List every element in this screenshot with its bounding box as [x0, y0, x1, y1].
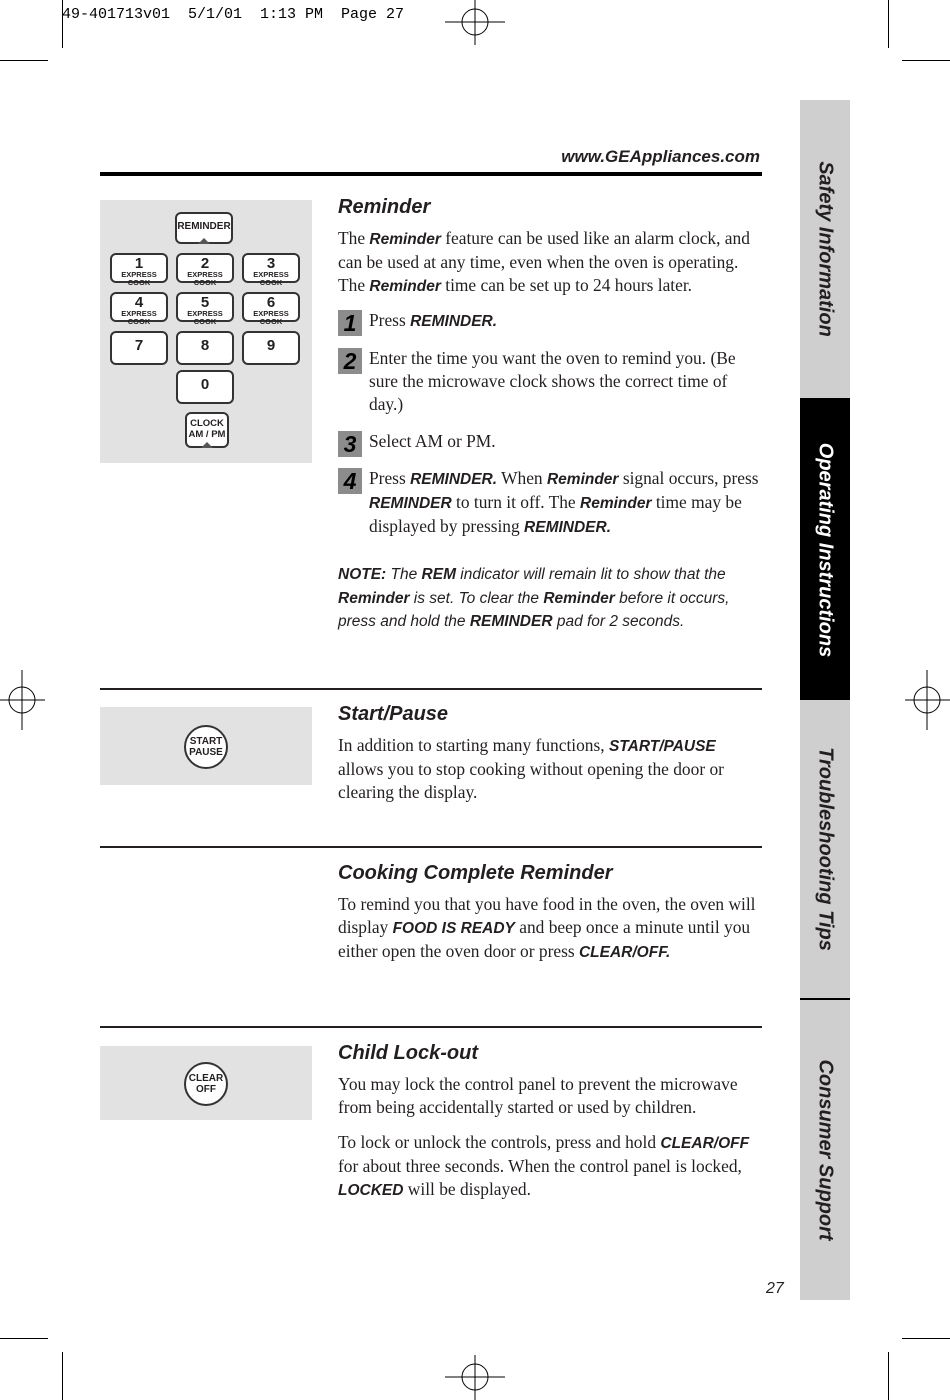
tab-troubleshooting-tips[interactable] — [800, 700, 850, 1000]
reminder-section — [338, 196, 763, 634]
reminder-note: NOTE: The REM indicator will remain lit to show that the Reminder is set. To clear the Reminder before it occurs, press and hold the REMINDER pad for 2 seconds. — [338, 566, 730, 630]
crop-mark — [62, 1352, 63, 1400]
step-item: 3 Select AM or PM. — [338, 430, 763, 453]
indicator-arrow-icon — [198, 238, 210, 244]
step-item: 1 Press REMINDER. — [338, 309, 763, 333]
print-stamp: 49-401713v01 5/1/01 1:13 PM Page 27 — [62, 6, 405, 23]
number-key: 2 EXPRESS COOK — [176, 253, 234, 283]
clear-off-key: CLEAR OFF — [184, 1062, 228, 1106]
website-url[interactable]: www.GEAppliances.com — [561, 147, 760, 166]
section-title: Reminder — [338, 196, 431, 218]
start-pause-section — [338, 703, 763, 804]
section-divider — [100, 1026, 762, 1028]
tab-label: Consumer Support — [814, 1059, 837, 1241]
step-number: 1 — [338, 310, 362, 336]
child-lock-text-2: To lock or unlock the controls, press and hold CLEAR/OFF for about three seconds. When the control panel is locked, LOCKED will be displayed. — [338, 1132, 750, 1199]
tab-safety-information[interactable] — [800, 100, 850, 400]
step-item: 2 Enter the time you want the oven to remind you. (Be sure the microwave clock shows the correct time of day.) — [338, 347, 763, 416]
number-key: 4 EXPRESS COOK — [110, 292, 168, 322]
registration-mark-icon — [0, 670, 45, 730]
number-key: 8 — [176, 331, 234, 365]
tab-label: Safety Information — [814, 161, 837, 337]
clear-off-illustration — [100, 1046, 312, 1120]
crop-mark — [902, 60, 950, 61]
section-divider — [100, 846, 762, 848]
step-item: 4 Press REMINDER. When Reminder signal occurs, press REMINDER to turn it off. The Reminder time may be displayed by pressing REMINDER. — [338, 467, 763, 539]
crop-mark — [888, 0, 889, 48]
indicator-arrow-icon — [201, 442, 213, 448]
tab-operating-instructions[interactable] — [800, 400, 850, 700]
registration-mark-icon — [445, 0, 505, 45]
section-divider — [100, 688, 762, 690]
cooking-complete-text: To remind you that you have food in the oven, the oven will display FOOD IS READY and beep once a minute until you either open the oven door or press CLEAR/OFF. — [338, 894, 756, 961]
step-number: 3 — [338, 431, 362, 457]
reminder-intro: The Reminder feature can be used like an alarm clock, and can be used at any time, even when the oven is operating. The Reminder time can be set up to 24 hours later. — [338, 228, 750, 295]
registration-mark-icon — [905, 670, 950, 730]
keypad-illustration — [100, 200, 312, 463]
number-key: 7 — [110, 331, 168, 365]
crop-mark — [0, 1338, 48, 1339]
section-title: Start/Pause — [338, 703, 449, 725]
step-number: 2 — [338, 348, 362, 374]
start-pause-key: START PAUSE — [184, 725, 228, 769]
number-key: 1 EXPRESS COOK — [110, 253, 168, 283]
page-number: 27 — [766, 1280, 784, 1297]
tab-label: Troubleshooting Tips — [814, 747, 837, 951]
reminder-key: REMINDER — [175, 212, 233, 244]
child-lock-section — [338, 1042, 763, 1202]
number-key: 9 — [242, 331, 300, 365]
child-lock-text-1: You may lock the control panel to prevent the microwave from being accidentally started or used by children. — [338, 1074, 738, 1117]
step-number: 4 — [338, 468, 362, 494]
number-key: 6 EXPRESS COOK — [242, 292, 300, 322]
section-title: Child Lock-out — [338, 1042, 478, 1064]
start-pause-text: In addition to starting many functions, START/PAUSE allows you to stop cooking without opening the door or clearing the display. — [338, 735, 724, 802]
top-rule — [100, 172, 762, 176]
clock-key: CLOCK AM / PM — [185, 412, 229, 448]
cooking-complete-section — [338, 862, 763, 964]
tab-label: Operating Instructions — [814, 442, 837, 658]
registration-mark-icon — [445, 1355, 505, 1400]
crop-mark — [902, 1338, 950, 1339]
tab-consumer-support[interactable] — [800, 1000, 850, 1300]
number-key: 3 EXPRESS COOK — [242, 253, 300, 283]
crop-mark — [888, 1352, 889, 1400]
start-pause-illustration — [100, 707, 312, 785]
number-key: 5 EXPRESS COOK — [176, 292, 234, 322]
section-title: Cooking Complete Reminder — [338, 862, 613, 884]
crop-mark — [0, 60, 48, 61]
number-key: 0 — [176, 370, 234, 404]
